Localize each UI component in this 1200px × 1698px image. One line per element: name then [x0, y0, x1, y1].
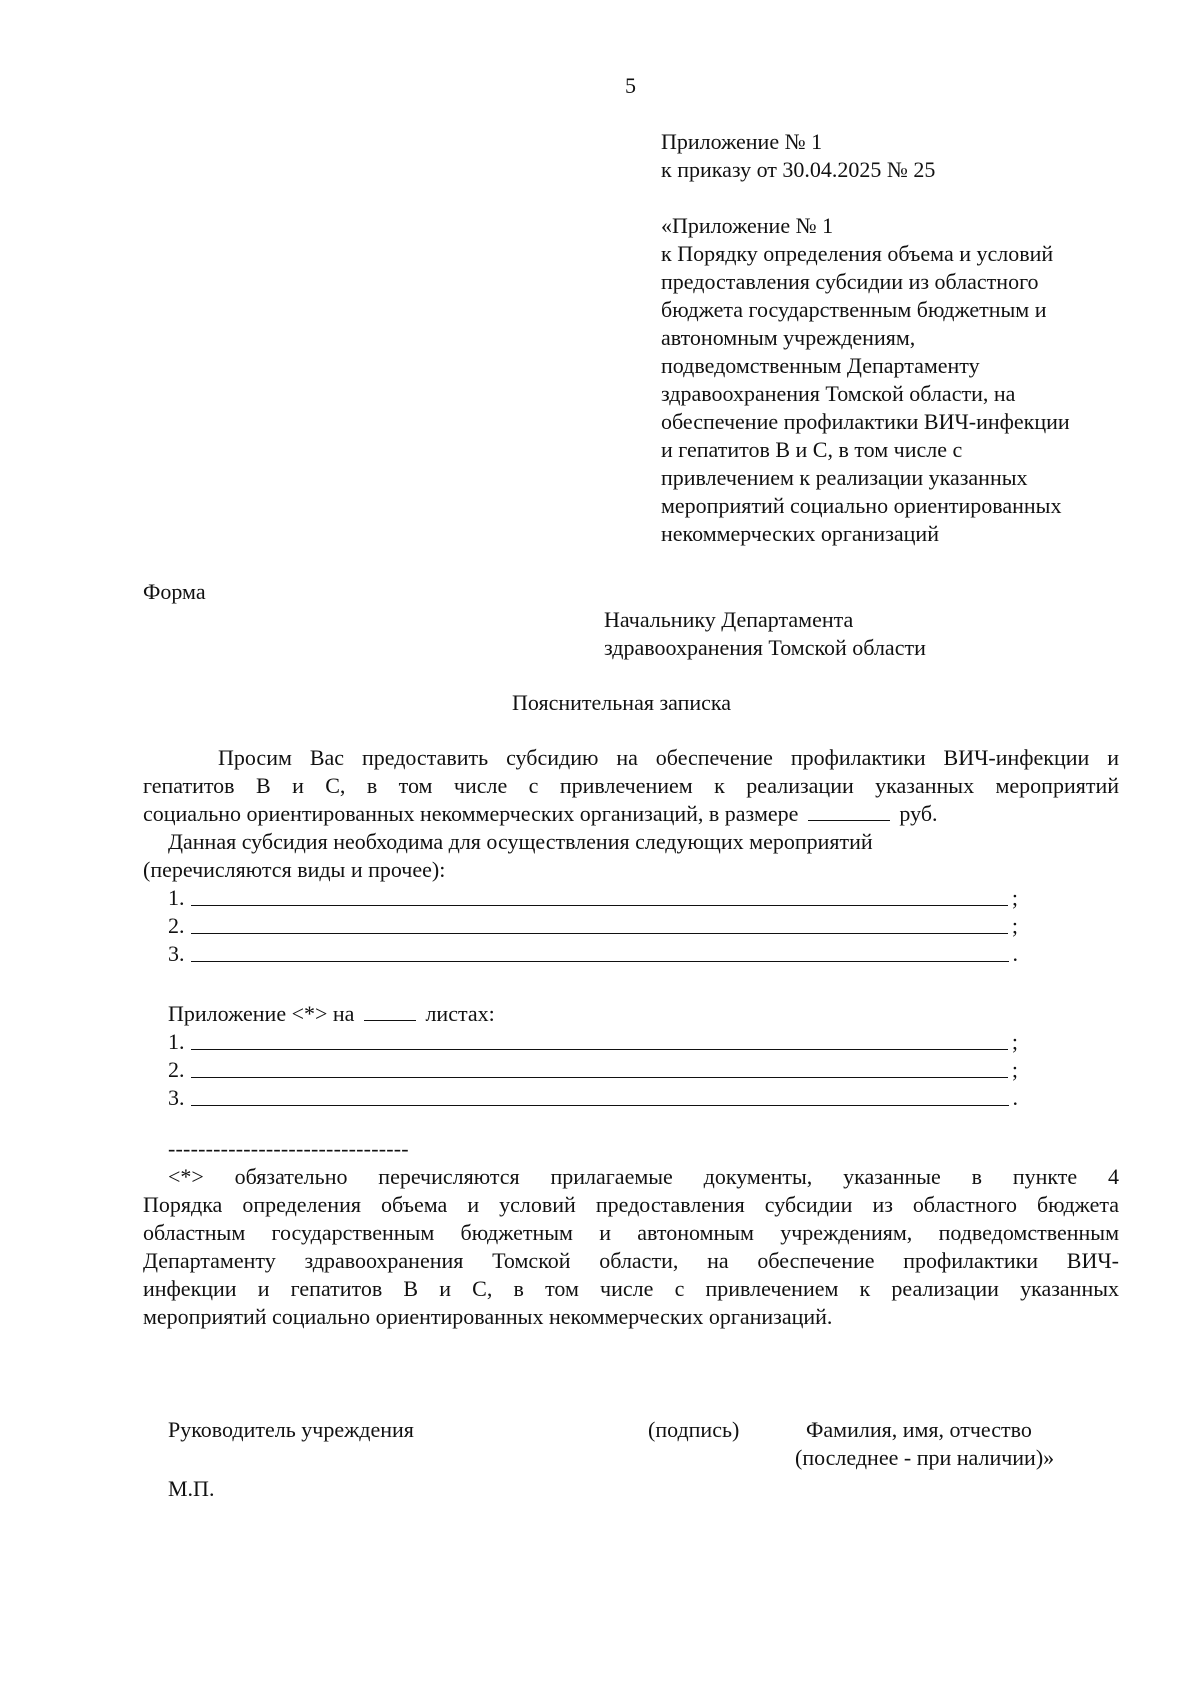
attachment-list-item — [168, 1028, 1018, 1056]
footnote-separator: -------------------------------- — [168, 1136, 409, 1161]
footnote-line: инфекции и гепатитов В и С, в том числе с привлечением к реализации указанных — [143, 1276, 1119, 1301]
request-amount-text: социально ориентированных некоммерческих организаций, в размере — [143, 801, 799, 826]
list-item-terminator: ; — [1011, 1057, 1018, 1082]
footnote-line: <*> обязательно перечисляются прилагаемые документы, указанные в пункте 4 — [168, 1164, 1119, 1189]
nested-appendix-line: обеспечение профилактики ВИЧ-инфекции — [661, 409, 1070, 434]
stamp-place-label: М.П. — [168, 1476, 215, 1501]
nested-appendix-line: мероприятий социально ориентированных — [661, 493, 1062, 518]
full-name-label: Фамилия, имя, отчество — [806, 1417, 1032, 1442]
footnote-line: мероприятий социально ориентированных некоммерческих организаций. — [143, 1304, 833, 1329]
attachments-label — [168, 1000, 495, 1028]
form-label: Форма — [143, 579, 206, 604]
signature-label: (подпись) — [648, 1417, 740, 1442]
amount-blank-field[interactable] — [808, 819, 890, 821]
list-item-terminator: . — [1012, 1085, 1018, 1110]
footnote-line: областным государственным бюджетным и автономным учреждениям, подведомственным — [143, 1220, 1119, 1245]
purpose-list-item — [168, 940, 1018, 968]
nested-appendix-line: привлечением к реализации указанных — [661, 465, 1028, 490]
nested-appendix-line: «Приложение № 1 — [661, 213, 834, 238]
addressee-line: Начальнику Департамента — [604, 607, 854, 632]
appendix-order-reference: к приказу от 30.04.2025 № 25 — [661, 157, 936, 182]
list-item-blank-field[interactable] — [191, 961, 1009, 962]
list-item-terminator: . — [1012, 941, 1018, 966]
list-item-blank-field[interactable] — [191, 905, 1008, 906]
nested-appendix-line: бюджета государственным бюджетным и — [661, 297, 1047, 322]
appendix-header — [661, 128, 935, 184]
list-item-number: 1. — [168, 885, 185, 910]
sheet-count-blank-field[interactable] — [364, 1019, 416, 1021]
nested-appendix-line: к Порядку определения объема и условий — [661, 241, 1054, 266]
footnote-line: Департаменту здравоохранения Томской области, на обеспечение профилактики ВИЧ- — [143, 1248, 1119, 1273]
list-item-number: 1. — [168, 1029, 185, 1054]
footnote-line: Порядка определения объема и условий предоставления субсидии из областного бюджета — [143, 1192, 1119, 1217]
list-item-blank-field[interactable] — [191, 933, 1008, 934]
list-item-number: 3. — [168, 941, 185, 966]
attachments-label-suffix: листах: — [425, 1001, 495, 1026]
document-title: Пояснительная записка — [512, 690, 732, 715]
nested-appendix-line: автономным учреждениям, — [661, 325, 916, 350]
attachment-list-item — [168, 1084, 1018, 1112]
nested-appendix-block — [661, 212, 1070, 548]
nested-appendix-line: подведомственным Департаменту — [661, 353, 980, 378]
nested-appendix-line: здравоохранения Томской области, на — [661, 381, 1016, 406]
list-item-blank-field[interactable] — [191, 1105, 1009, 1106]
list-item-terminator: ; — [1011, 913, 1018, 938]
request-paragraph-line: гепатитов В и С, в том числе с привлечением к реализации указанных мероприятий — [143, 773, 1119, 798]
list-item-number: 2. — [168, 913, 185, 938]
list-item-number: 2. — [168, 1057, 185, 1082]
nested-appendix-line: и гепатитов В и С, в том числе с — [661, 437, 963, 462]
signatory-role: Руководитель учреждения — [168, 1417, 414, 1442]
list-item-blank-field[interactable] — [191, 1049, 1008, 1050]
purpose-line: (перечисляются виды и прочее): — [143, 857, 446, 882]
request-paragraph-line: Просим Вас предоставить субсидию на обеспечение профилактики ВИЧ-инфекции и — [218, 745, 1119, 770]
request-paragraph-line — [143, 800, 938, 828]
appendix-title: Приложение № 1 — [661, 129, 823, 154]
purpose-line: Данная субсидия необходима для осуществления следующих мероприятий — [168, 829, 873, 854]
nested-appendix-line: предоставления субсидии из областного — [661, 269, 1039, 294]
addressee-line: здравоохранения Томской области — [604, 635, 926, 660]
addressee-block — [604, 606, 926, 662]
page-number: 5 — [625, 73, 636, 98]
attachment-list-item — [168, 1056, 1018, 1084]
attachments-label-prefix: Приложение <*> на — [168, 1001, 355, 1026]
list-item-blank-field[interactable] — [191, 1077, 1008, 1078]
list-item-terminator: ; — [1011, 885, 1018, 910]
currency-unit: руб. — [899, 801, 938, 826]
nested-appendix-line: некоммерческих организаций — [661, 521, 939, 546]
purpose-list-item — [168, 884, 1018, 912]
list-item-terminator: ; — [1011, 1029, 1018, 1054]
purpose-list-item — [168, 912, 1018, 940]
full-name-note: (последнее - при наличии)» — [795, 1445, 1055, 1470]
list-item-number: 3. — [168, 1085, 185, 1110]
